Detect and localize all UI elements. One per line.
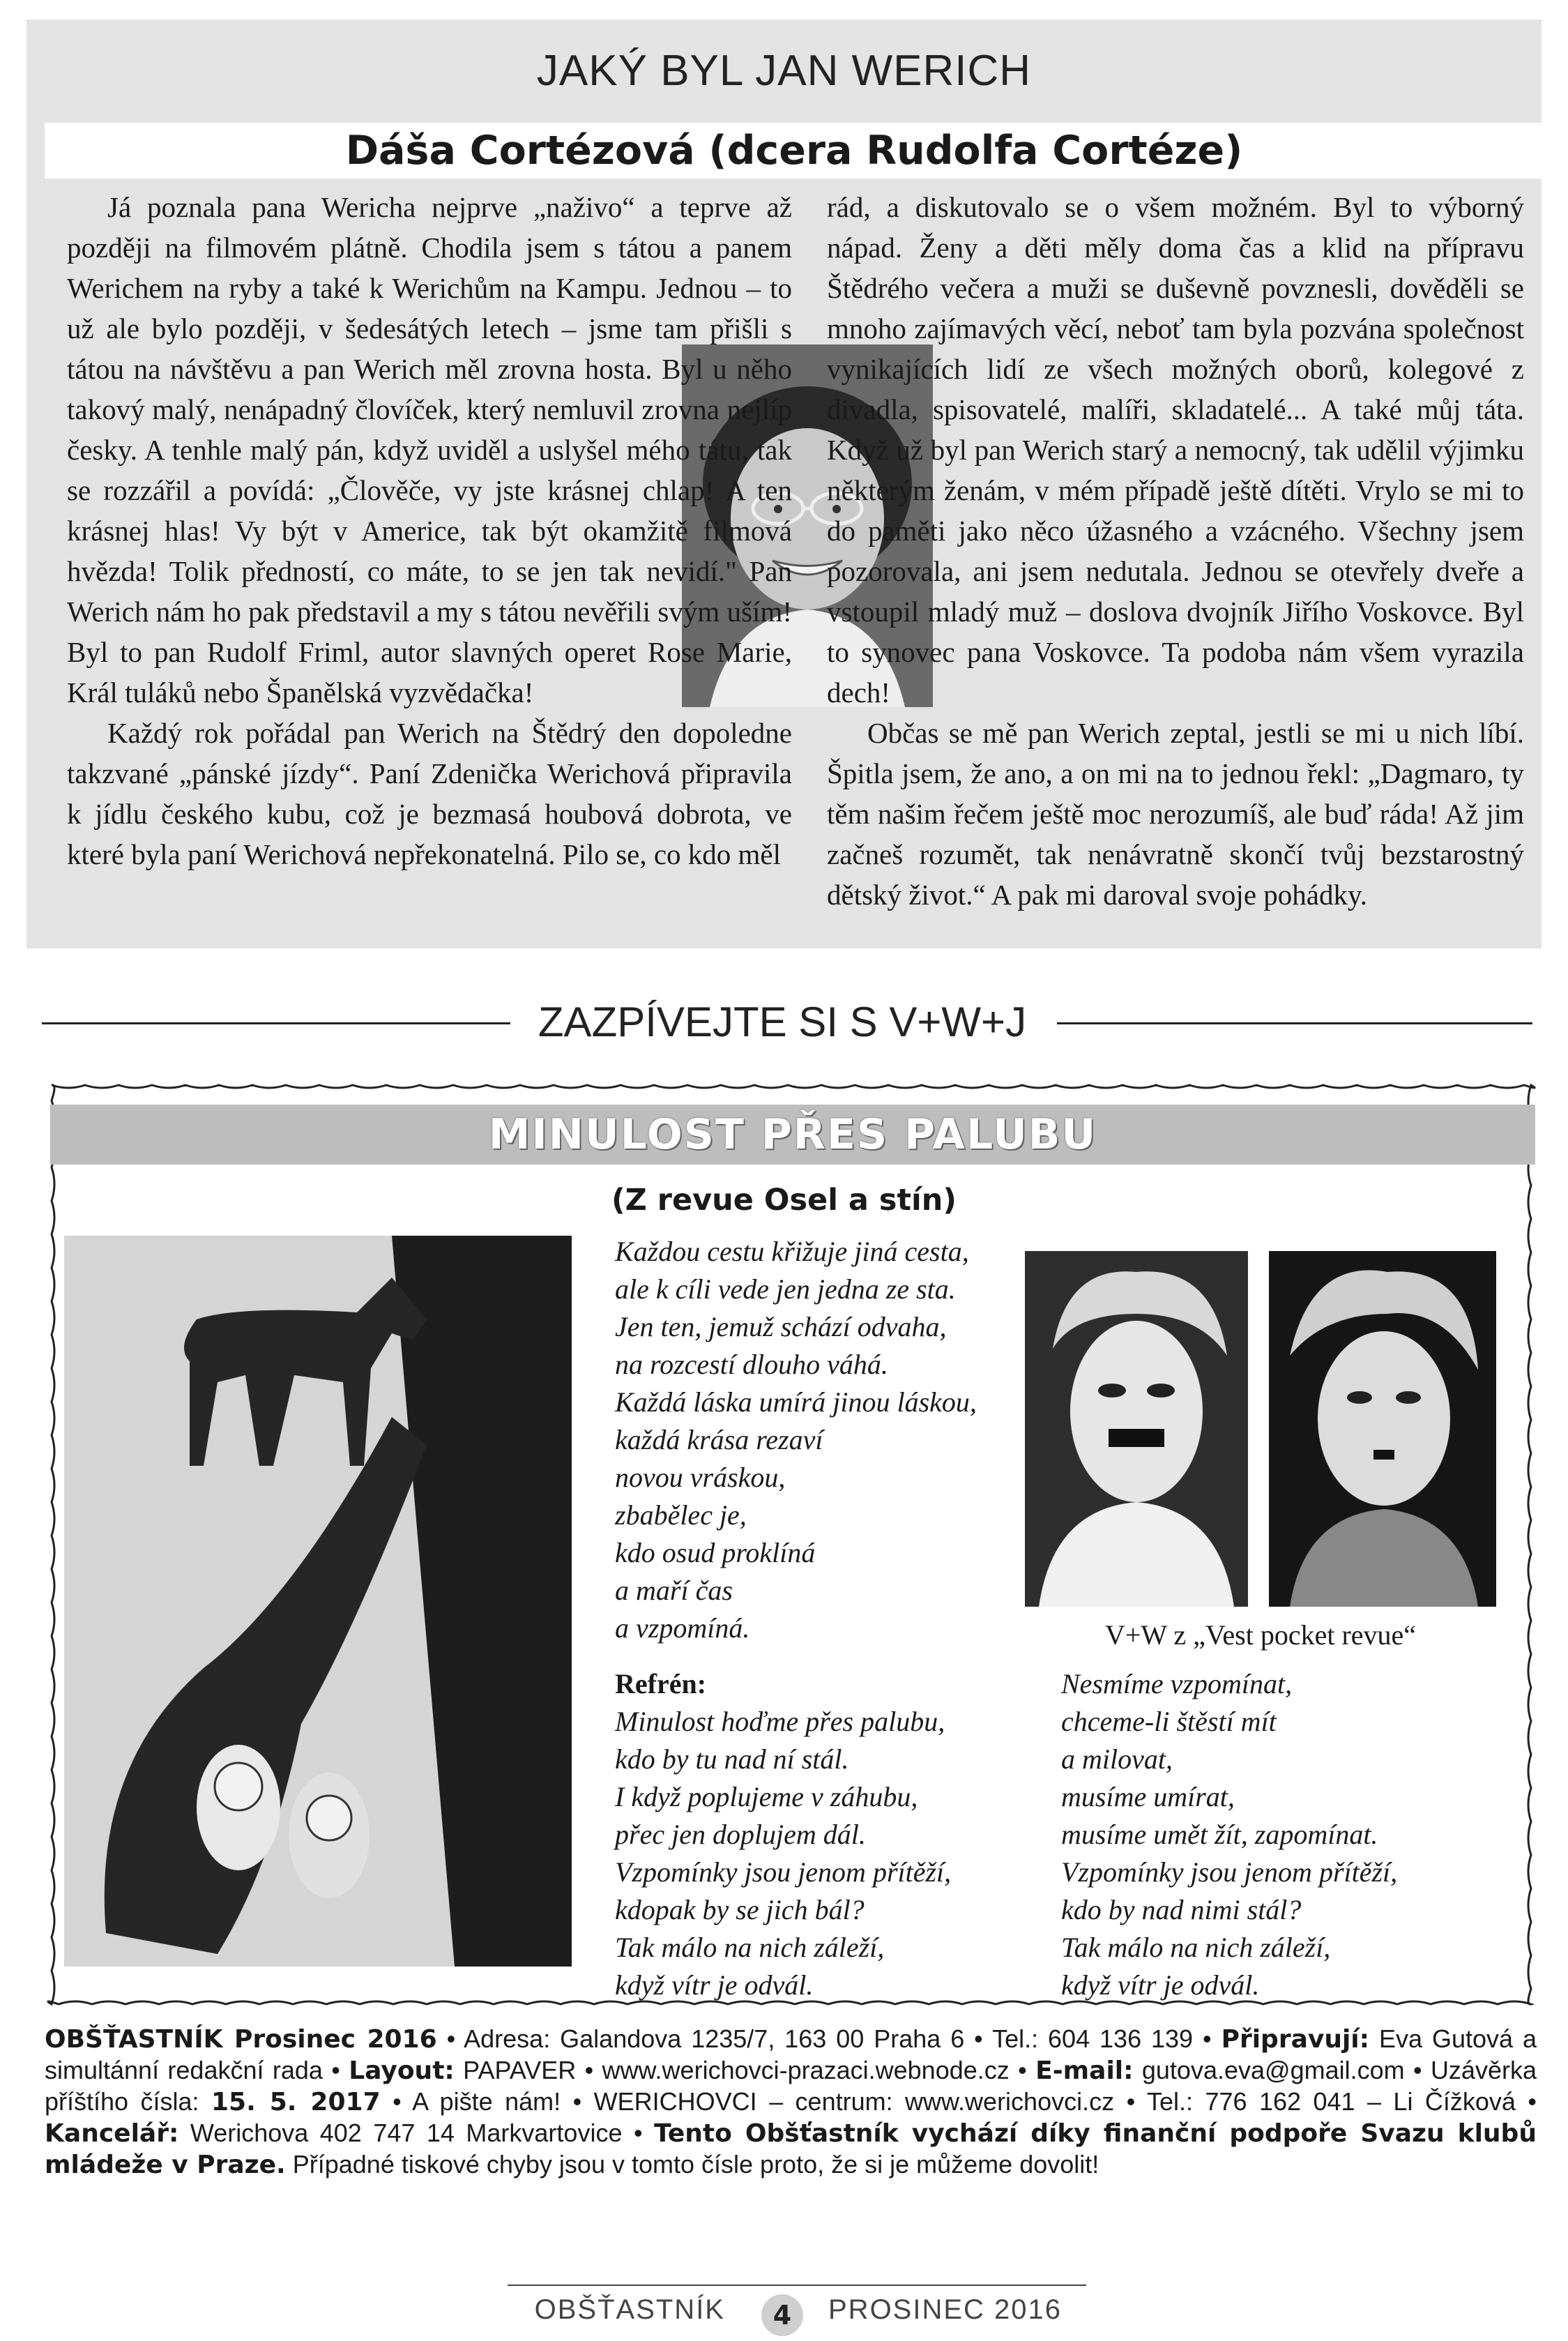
song-line: kdopak by se jich bál? [615, 1894, 865, 1925]
song-line: Vzpomínky jsou jenom přítěží, [615, 1856, 952, 1888]
section-rule-right [1057, 1022, 1532, 1024]
song-title: MINULOST PŘES PALUBU [488, 1110, 1097, 1159]
donkey-illustration [64, 1236, 572, 1967]
office-address: Werichova 402 747 14 Markvartovice [190, 2119, 623, 2147]
footer-rule [508, 2285, 1086, 2286]
footer-publication: OBŠŤASTNÍK [534, 2294, 725, 2325]
section-rule-left [42, 1022, 510, 1024]
write-us: A pište nám! [412, 2087, 561, 2116]
imprint [45, 2024, 1537, 2181]
donkey-shadow-photo [64, 1236, 572, 1967]
werich-photo [1269, 1251, 1496, 1607]
footer-issue: PROSINEC 2016 [828, 2294, 1063, 2325]
song-title-banner [50, 1105, 1535, 1165]
bullet-icon: • [1018, 2056, 1027, 2084]
song-line: Každá láska umírá jinou láskou, [615, 1386, 977, 1418]
editors-label: Připravují: [1221, 2025, 1370, 2054]
address-label: Adresa: [464, 2024, 551, 2053]
centre-phone: 776 162 041 – Li Čížková [1205, 2087, 1516, 2116]
song-line: přec jen doplujem dál. [615, 1819, 866, 1850]
article-box [26, 20, 1542, 948]
song-line: musíme umírat, [1061, 1781, 1235, 1812]
section-title: ZAZPÍVEJTE SI S V+W+J [538, 999, 1027, 1045]
phone-label: Tel.: [1146, 2087, 1193, 2116]
song-line: musíme umět žít, zapomínat. [1061, 1819, 1378, 1850]
email-label: E-mail: [1035, 2056, 1134, 2085]
sponsor-note: Tento Obšťastník vychází díky finanční podpoře Svazu klubů mládeže v Praze. [45, 2119, 1537, 2179]
article-paragraph: Každý rok pořádal pan Werich na Štědrý den dopoledne takzvané „pánské jízdy“. Paní Zdenička Werichová připravila k jídlu českého kubu, což je bezmasá houbová dobrota, ve které byla paní Werichová nepřekonatelná. Pilo se, co kdo měl [67, 717, 792, 870]
voskovec-illustration [1025, 1251, 1248, 1607]
layout-label: Layout: [349, 2056, 455, 2085]
email-link[interactable]: gutova.eva@gmail.com [1141, 2056, 1405, 2084]
article-column-right [827, 187, 1524, 915]
song-line: Vzpomínky jsou jenom přítěží, [1061, 1856, 1398, 1888]
werich-illustration [1269, 1251, 1496, 1607]
article-paragraph: Občas se mě pan Werich zeptal, jestli se mi u nich líbí. Špitla jsem, že ano, a on mi na to jednou řekl: „Dagmaro, ty těm našim řečem ještě moc nerozumíš, ale buď ráda! Až jim začneš rozumět, tak nenávratně skončí tvůj bezstarostný dětský život.“ A pak mi daroval svoje pohádky. [827, 717, 1524, 911]
bullet-icon: • [633, 2119, 643, 2147]
website-link[interactable]: www.werichovci-prazaci.webnode.cz [602, 2056, 1010, 2084]
song-line: když vítr je odvál. [615, 1969, 814, 2001]
bullet-icon: • [1203, 2024, 1212, 2053]
article-subtitle-bar [45, 123, 1544, 179]
song-line: Tak málo na nich záleží, [615, 1932, 885, 1963]
song-line: novou vráskou, [615, 1462, 786, 1493]
song-chorus-right [1061, 1665, 1397, 2004]
article-subtitle: Dáša Cortézová (dcera Rudolfa Cortéze) [345, 128, 1243, 174]
song-line: Nesmíme vzpomínat, [1061, 1668, 1293, 1699]
phone-label: Tel.: [992, 2024, 1039, 2053]
song-line: každá krása rezaví [615, 1424, 823, 1455]
song-line: na rozcestí dlouho váhá. [615, 1349, 888, 1380]
song-line: I když poplujeme v záhubu, [615, 1781, 918, 1812]
bullet-icon: • [974, 2024, 983, 2053]
bullet-icon: • [584, 2056, 594, 2084]
song-line: Tak málo na nich záleží, [1061, 1932, 1331, 1963]
bullet-icon: • [331, 2056, 340, 2084]
deadline: 15. 5. 2017 [211, 2088, 381, 2116]
centre-info: WERICHOVCI – centrum: www.werichovci.cz [593, 2087, 1115, 2116]
voskovec-photo [1025, 1251, 1248, 1607]
typo-note: Případné tiskové chyby jsou v tomto čísle proto, že si je můžeme dovolit! [292, 2150, 1099, 2179]
song-line: chceme-li štěstí mít [1061, 1706, 1277, 1737]
phone: 604 136 139 [1048, 2024, 1194, 2053]
song-chorus-left [615, 1703, 951, 2004]
refrain-label: Refrén: [615, 1668, 707, 1699]
song-line: Každou cestu křižuje jiná cesta, [615, 1236, 969, 1267]
article-paragraph: Já poznala pana Wericha nejprve „naživo“ a teprve až později na filmovém plátně. Chodila jsem s tátou a panem Werichem na ryby a také k Werichům na Kampu. Jednou – to už ale bylo později, v šedesátých letech – jsme tam přišli s tátou na návštěvu a pan Werich měl zrovna hosta. Byl u něho takový malý, nenápadný človíček, který nemluvil zrovna nejlíp česky. A tenhle malý pán, když uviděl a uslyšel mého tátu, tak se rozzářil a povídá: „Člověče, vy jste krásnej chlap! A ten krásnej hlas! Vy být v Americe, tak být okamžitě filmová hvězda! Tolik předností, co máte, to se jen tak nevidí." Pan Werich nám ho pak představil a my s tátou nevěřili svým uším! Byl to pan Rudolf Friml, autor slavných operet Rose Marie, Král tuláků nebo Španělská vyzvědačka! [67, 191, 792, 709]
article-paragraph: rád, a diskutovalo se o všem možném. Byl to výborný nápad. Ženy a děti měly doma čas a klid na přípravu Štědrého večera a muži se duševně povznesli, dověděli se mnoho zajímavých věcí, neboť tam byla pozvána společnost vynikajících lidí ze všech možných oborů, kolegové z divadla, spisovatelé, malíři, skladatelé... A také můj táta. Když už byl pan Werich starý a nemocný, tak udělil výjimku některým ženám, v mém případě ještě dítěti. Vrylo se mi to do paměti jako něco úžasného a vzácného. Všechny jsem pozorovala, ani jsem nedutala. Jednou se otevřely dveře a vstoupil mladý muž – doslova dvojník Jiřího Voskovce. Byl to synovec pana Voskovce. Ta podoba nám všem vyrazila dech! [827, 191, 1524, 709]
song-line: kdo osud proklíná [615, 1537, 816, 1568]
song-line: zbabělec je, [615, 1499, 747, 1531]
bullet-icon: • [1126, 2087, 1136, 2116]
address: Galandova 1235/7, 163 00 Praha 6 [560, 2024, 965, 2053]
song-line: ale k cíli vede jen jedna ze sta. [615, 1273, 956, 1305]
song-subtitle: (Z revue Osel a stín) [611, 1183, 957, 1218]
song-line: kdo by nad nimi stál? [1061, 1894, 1302, 1925]
layout-credit: PAPAVER [463, 2056, 577, 2084]
bullet-icon: • [1528, 2087, 1537, 2116]
page-number: 4 [761, 2294, 803, 2336]
bullet-icon: • [1413, 2056, 1422, 2084]
bullet-icon: • [393, 2087, 402, 2116]
article-column-left [67, 187, 792, 874]
photo-caption: V+W z „Vest pocket revue“ [1104, 1619, 1417, 1651]
song-line: a maří čas [615, 1575, 733, 1606]
bullet-icon: • [446, 2024, 456, 2053]
song-line: a vzpomíná. [615, 1612, 750, 1644]
song-line: kdo by tu nad ní stál. [615, 1743, 849, 1775]
article-title: JAKÝ BYL JAN WERICH [536, 47, 1032, 95]
song-line: a milovat, [1061, 1743, 1173, 1775]
song-line: když vítr je odvál. [1061, 1969, 1260, 2001]
song-line: Minulost hoďme přes palubu, [615, 1706, 945, 1737]
song-verse [615, 1233, 977, 1647]
editors: Eva Gutová a simultánní redakční rada [45, 2024, 1537, 2084]
office-label: Kancelář: [45, 2119, 179, 2148]
deadline-label: Uzávěrka příštího čísla: [45, 2056, 1537, 2116]
imprint-name: OBŠŤASTNÍK Prosinec 2016 [45, 2025, 437, 2054]
song-line: Jen ten, jemuž schází odvaha, [615, 1311, 947, 1342]
bullet-icon: • [572, 2087, 582, 2116]
